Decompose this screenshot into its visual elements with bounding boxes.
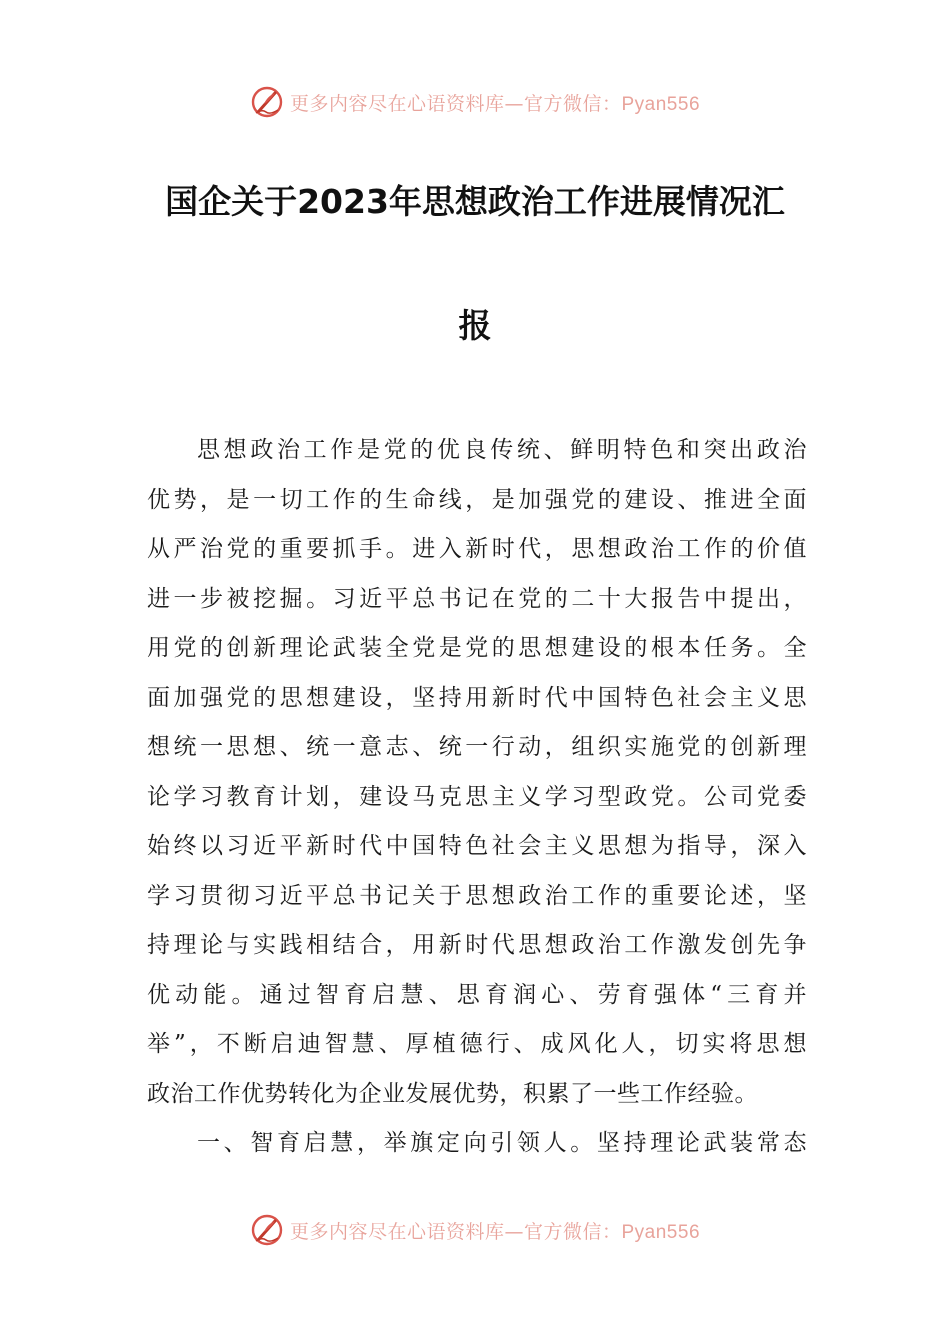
- quill-logo-icon: [250, 85, 284, 119]
- header-watermark: [0, 80, 950, 124]
- paragraph-line: 优动能。通过智育启慧、思育润心、劳育强体“三育并: [147, 981, 807, 1008]
- quill-logo-icon: [250, 1213, 284, 1247]
- paragraph-line: 优势，是一切工作的生命线，是加强党的建设、推进全面: [147, 486, 807, 513]
- paragraph-line: 始终以习近平新时代中国特色社会主义思想为指导，深入: [147, 833, 807, 859]
- paragraph-line: 思想政治工作是党的优良传统、鲜明特色和突出政治: [197, 437, 807, 463]
- paragraph-line: 面加强党的思想建设，坚持用新时代中国特色社会主义思: [147, 684, 807, 711]
- watermark-text: [290, 89, 700, 116]
- paragraph-line: 政治工作优势转化为企业发展优势，积累了一些工作经验。: [147, 1080, 758, 1107]
- paragraph-line: 学习贯彻习近平总书记关于思想政治工作的重要论述，坚: [147, 882, 807, 909]
- paragraph-line: 从严治党的重要抓手。进入新时代，思想政治工作的价值: [147, 536, 807, 562]
- document-title-line-2: 报: [458, 306, 492, 345]
- paragraph-line: 进一步被挖掘。习近平总书记在党的二十大报告中提出，: [147, 585, 807, 612]
- paragraph-line: 举”，不断启迪智慧、厚植德行、成风化人，切实将思想: [147, 1031, 807, 1057]
- section-heading-line: 一、智育启慧，举旗定向引领人。坚持理论武装常态: [197, 1130, 807, 1156]
- document-title-line-1: 国企关于2023年思想政治工作进展情况汇: [165, 182, 785, 221]
- paragraph-line: 想统一思想、统一意志、统一行动，组织实施党的创新理: [147, 734, 807, 760]
- document-body: [147, 426, 807, 1169]
- paragraph-line: 用党的创新理论武装全党是党的思想建设的根本任务。全: [147, 635, 807, 661]
- watermark-main: 更多内容尽在心语资料库—官方微信：: [289, 92, 622, 115]
- watermark-text: [290, 1217, 700, 1244]
- paragraph-line: 持理论与实践相结合，用新时代思想政治工作激发创先争: [147, 932, 807, 958]
- paragraph-line: 论学习教育计划，建设马克思主义学习型政党。公司党委: [147, 783, 807, 810]
- watermark-id: Pyan556: [621, 1221, 701, 1243]
- footer-watermark: [0, 1208, 950, 1252]
- watermark-main: 更多内容尽在心语资料库—官方微信：: [289, 1220, 622, 1243]
- watermark-id: Pyan556: [621, 93, 701, 115]
